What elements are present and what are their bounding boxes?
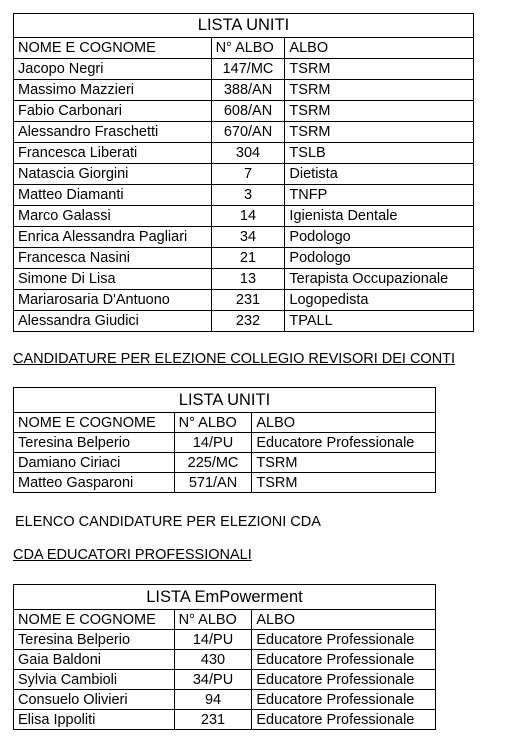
cell-register: Educatore Professionale: [252, 710, 436, 730]
cell-number: 94: [174, 690, 252, 710]
table-row: [14, 690, 436, 710]
table-row: [14, 248, 474, 269]
cell-name: Natascia Giorgini: [14, 164, 212, 185]
cell-name: Mariarosaria D'Antuono: [14, 290, 212, 311]
table-row: [14, 710, 436, 730]
table-row: [14, 670, 436, 690]
cell-name: Consuelo Olivieri: [14, 690, 175, 710]
revisori-table-lista-uniti: [13, 387, 436, 493]
heading-cda-educatori: CDA EDUCATORI PROFESSIONALI: [13, 547, 252, 563]
table-title: LISTA UNITI: [14, 14, 474, 38]
cell-name: Matteo Gasparoni: [14, 473, 175, 493]
table-row: [14, 59, 474, 80]
cell-number: 34/PU: [174, 670, 252, 690]
table-row: [14, 227, 474, 248]
table-row: [14, 290, 474, 311]
table-row: [14, 80, 474, 101]
cda-table-lista-empowerment: [13, 584, 436, 730]
cell-register: Educatore Professionale: [252, 670, 436, 690]
cell-name: Simone Di Lisa: [14, 269, 212, 290]
cell-register: Educatore Professionale: [252, 433, 436, 453]
cell-register: TSLB: [285, 143, 474, 164]
cell-number: 34: [211, 227, 285, 248]
header-register: ALBO: [252, 610, 436, 630]
cell-number: 14/PU: [174, 630, 252, 650]
cell-number: 7: [211, 164, 285, 185]
table-row: [14, 143, 474, 164]
table-row: [14, 311, 474, 332]
cell-name: Gaia Baldoni: [14, 650, 175, 670]
cell-name: Jacopo Negri: [14, 59, 212, 80]
cell-number: 14/PU: [174, 433, 252, 453]
cell-name: Matteo Diamanti: [14, 185, 212, 206]
cell-name: Enrica Alessandra Pagliari: [14, 227, 212, 248]
cell-name: Francesca Nasini: [14, 248, 212, 269]
cell-register: Logopedista: [285, 290, 474, 311]
cell-register: TNFP: [285, 185, 474, 206]
cell-number: 232: [211, 311, 285, 332]
table-row: [14, 206, 474, 227]
cell-register: TSRM: [285, 59, 474, 80]
cell-register: TSRM: [252, 473, 436, 493]
header-name: NOME E COGNOME: [14, 413, 175, 433]
cell-name: Alessandra Giudici: [14, 311, 212, 332]
cell-number: 14: [211, 206, 285, 227]
cell-number: 3: [211, 185, 285, 206]
cell-number: 430: [174, 650, 252, 670]
cell-register: TSRM: [252, 453, 436, 473]
table-title: LISTA EmPowerment: [14, 585, 436, 610]
table-row: [14, 630, 436, 650]
table-title: LISTA UNITI: [14, 388, 436, 413]
cell-name: Fabio Carbonari: [14, 101, 212, 122]
table-row: [14, 122, 474, 143]
cell-register: Podologo: [285, 248, 474, 269]
table-row: [14, 101, 474, 122]
cell-name: Damiano Ciriaci: [14, 453, 175, 473]
header-number: N° ALBO: [174, 413, 252, 433]
table-row: [14, 650, 436, 670]
cell-register: Educatore Professionale: [252, 690, 436, 710]
heading-collegio-revisori: CANDIDATURE PER ELEZIONE COLLEGIO REVISORI DEI CONTI: [13, 351, 456, 367]
cell-register: TSRM: [285, 101, 474, 122]
cell-register: Terapista Occupazionale: [285, 269, 474, 290]
cell-name: Teresina Belperio: [14, 630, 175, 650]
cell-name: Elisa Ippoliti: [14, 710, 175, 730]
cell-name: Sylvia Cambioli: [14, 670, 175, 690]
header-number: N° ALBO: [211, 38, 285, 59]
candidates-table-lista-uniti: [13, 13, 474, 332]
cell-number: 571/AN: [174, 473, 252, 493]
cell-number: 21: [211, 248, 285, 269]
cell-number: 13: [211, 269, 285, 290]
cell-number: 231: [174, 710, 252, 730]
header-number: N° ALBO: [174, 610, 252, 630]
cell-register: Dietista: [285, 164, 474, 185]
cell-number: 670/AN: [211, 122, 285, 143]
cell-name: Marco Galassi: [14, 206, 212, 227]
cell-number: 225/MC: [174, 453, 252, 473]
cell-register: Educatore Professionale: [252, 650, 436, 670]
table-row: [14, 269, 474, 290]
header-register: ALBO: [252, 413, 436, 433]
table-row: [14, 473, 436, 493]
header-name: NOME E COGNOME: [14, 38, 212, 59]
cell-register: Podologo: [285, 227, 474, 248]
cell-number: 388/AN: [211, 80, 285, 101]
cell-name: Massimo Mazzieri: [14, 80, 212, 101]
cell-number: 231: [211, 290, 285, 311]
cell-register: TPALL: [285, 311, 474, 332]
cell-register: Educatore Professionale: [252, 630, 436, 650]
cell-name: Alessandro Fraschetti: [14, 122, 212, 143]
table-row: [14, 453, 436, 473]
cell-name: Francesca Liberati: [14, 143, 212, 164]
cell-number: 147/MC: [211, 59, 285, 80]
cell-number: 608/AN: [211, 101, 285, 122]
header-name: NOME E COGNOME: [14, 610, 175, 630]
cell-register: TSRM: [285, 80, 474, 101]
table-row: [14, 164, 474, 185]
table-row: [14, 433, 436, 453]
cell-register: Igienista Dentale: [285, 206, 474, 227]
cell-number: 304: [211, 143, 285, 164]
cell-register: TSRM: [285, 122, 474, 143]
table-row: [14, 185, 474, 206]
header-register: ALBO: [285, 38, 474, 59]
cell-name: Teresina Belperio: [14, 433, 175, 453]
heading-elenco-cda: ELENCO CANDIDATURE PER ELEZIONI CDA: [15, 514, 321, 530]
